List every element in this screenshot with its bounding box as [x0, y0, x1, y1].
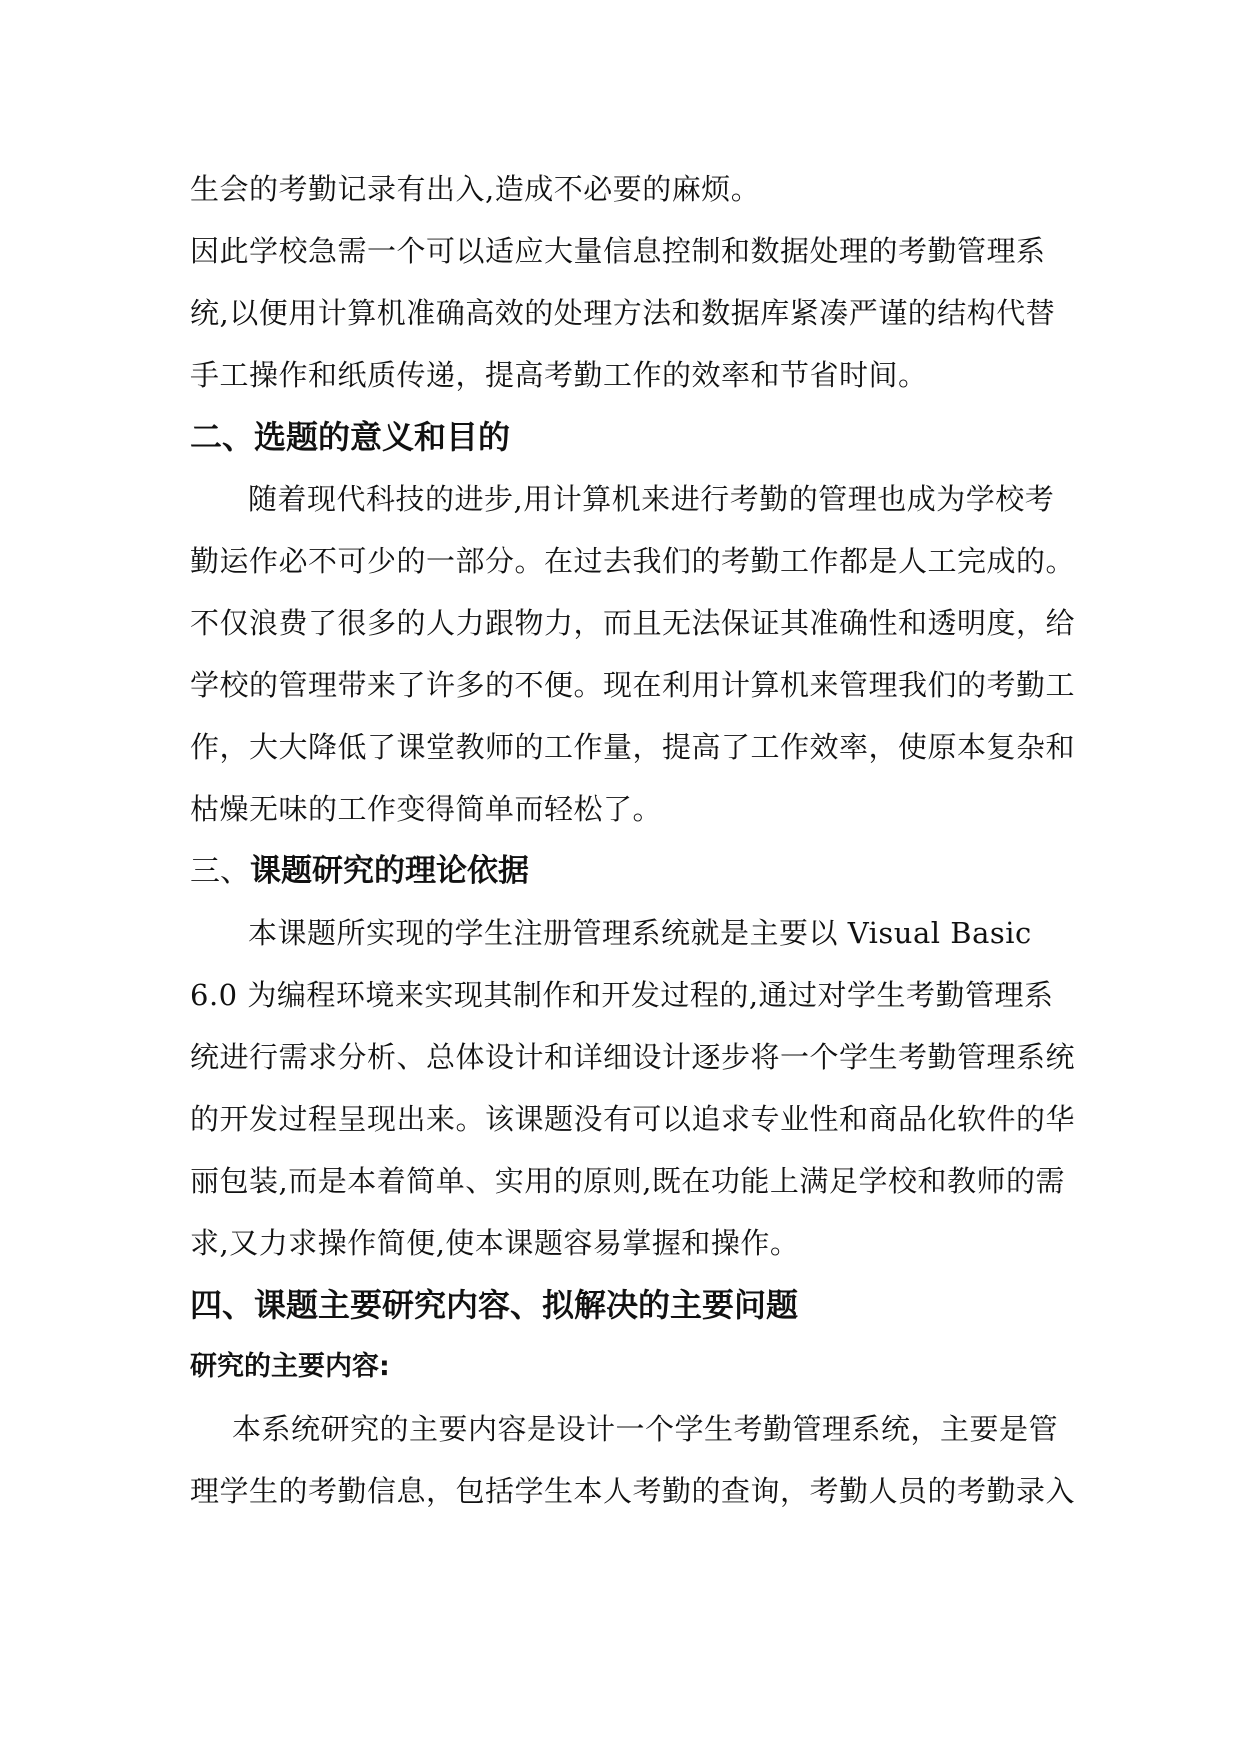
section-heading-number: 三、 [190, 854, 250, 889]
paragraph-line: 手工操作和纸质传递，提高考勤工作的效率和节省时间。 [190, 358, 928, 392]
paragraph-line: 丽包装,而是本着简单、实用的原则,既在功能上满足学校和教师的需 [190, 1164, 1065, 1198]
subsection-heading: 研究的主要内容: [190, 1351, 390, 1382]
paragraph-line: 学校的管理带来了许多的不便。现在利用计算机来管理我们的考勤工 [190, 668, 1076, 702]
paragraph-line: 因此学校急需一个可以适应大量信息控制和数据处理的考勤管理系 [190, 234, 1046, 268]
paragraph-line: 本系统研究的主要内容是设计一个学生考勤管理系统，主要是管 [232, 1412, 1059, 1446]
section-heading-text: 课题研究的理论依据 [250, 853, 529, 889]
paragraph-line: 求,又力求操作简便,使本课题容易掌握和操作。 [190, 1226, 800, 1260]
section-heading-4: 四、课题主要研究内容、拟解决的主要问题 [190, 1286, 799, 1324]
paragraph-line: 不仅浪费了很多的人力跟物力，而且无法保证其准确性和透明度，给 [190, 606, 1076, 640]
paragraph-line: 勤运作必不可少的一部分。在过去我们的考勤工作都是人工完成的。 [190, 544, 1076, 578]
paragraph-line: 枯燥无味的工作变得简单而轻松了。 [190, 792, 663, 826]
paragraph-line: 的开发过程呈现出来。该课题没有可以追求专业性和商品化软件的华 [190, 1102, 1076, 1136]
paragraph-line: 理学生的考勤信息，包括学生本人考勤的查询，考勤人员的考勤录入 [190, 1474, 1076, 1508]
section-heading-2: 二、选题的意义和目的 [190, 418, 511, 456]
paragraph-line: 6.0 为编程环境来实现其制作和开发过程的,通过对学生考勤管理系 [190, 978, 1054, 1012]
document-body [190, 158, 1076, 1522]
paragraph-line: 生会的考勤记录有出入,造成不必要的麻烦。 [190, 172, 761, 206]
paragraph-line: 作，大大降低了课堂教师的工作量，提高了工作效率，使原本复杂和 [190, 730, 1076, 764]
paragraph-line: 统进行需求分析、总体设计和详细设计逐步将一个学生考勤管理系统 [190, 1040, 1076, 1074]
paragraph-line: 统,以便用计算机准确高效的处理方法和数据库紧凑严谨的结构代替 [190, 296, 1056, 330]
paragraph-line: 本课题所实现的学生注册管理系统就是主要以 Visual Basic [248, 916, 1032, 950]
paragraph-line: 随着现代科技的进步,用计算机来进行考勤的管理也成为学校考 [248, 482, 1055, 516]
section-heading-3 [190, 840, 1060, 902]
